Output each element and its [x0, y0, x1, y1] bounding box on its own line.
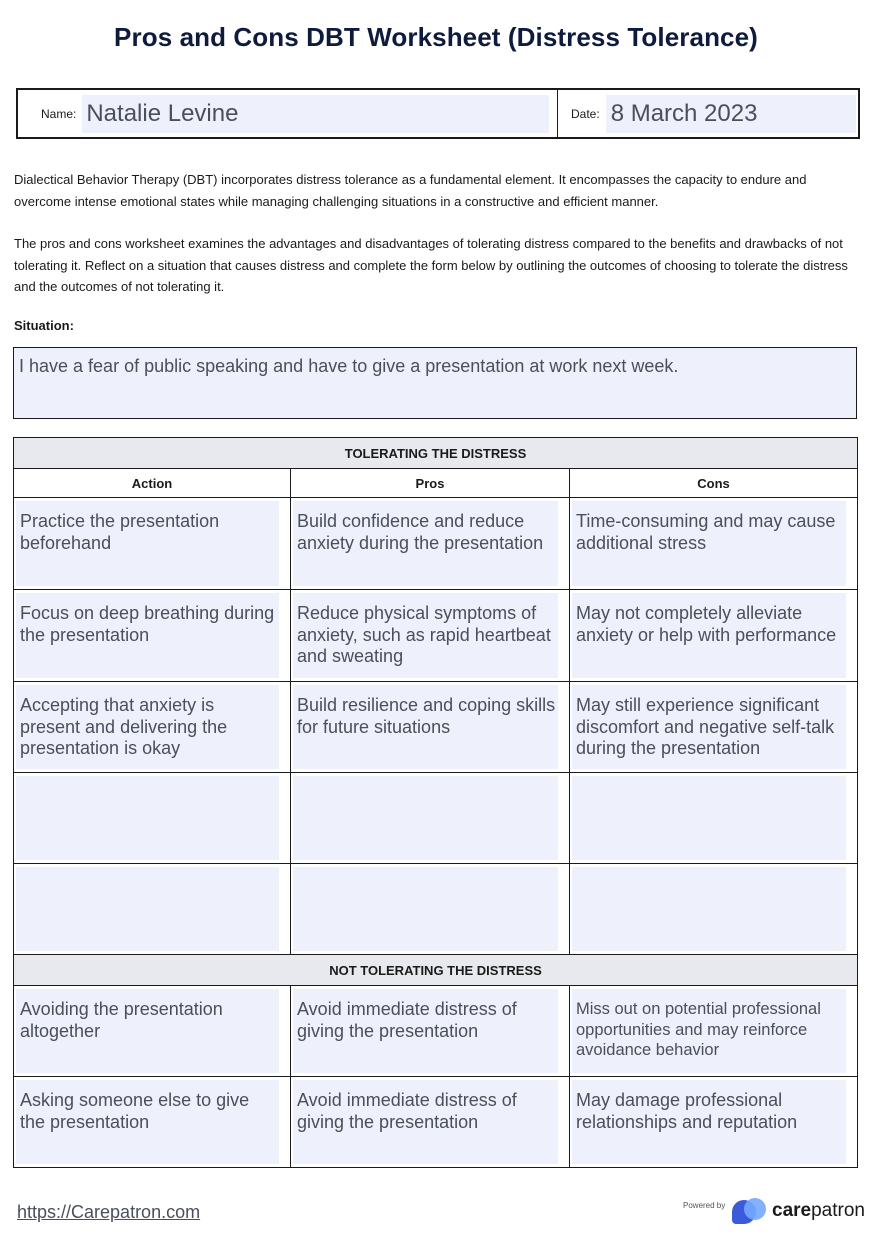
- action-field[interactable]: [16, 867, 279, 951]
- pros-cell: [291, 590, 570, 682]
- cons-cell: [570, 498, 858, 590]
- action-field[interactable]: Accepting that anxiety is present and delivering the presentation is okay: [16, 685, 279, 769]
- cons-field[interactable]: May not completely alleviate anxiety or help with performance: [572, 593, 846, 678]
- table-row: [14, 864, 858, 955]
- action-field[interactable]: Focus on deep breathing during the presentation: [16, 593, 279, 678]
- action-field[interactable]: Practice the presentation beforehand: [16, 501, 279, 586]
- section-header-row: [14, 955, 858, 986]
- carepatron-logo-icon: [732, 1198, 768, 1224]
- pros-field[interactable]: [293, 867, 558, 951]
- section-header-row: [14, 438, 858, 469]
- date-label: Date:: [571, 106, 600, 121]
- action-field[interactable]: Asking someone else to give the presentation: [16, 1080, 279, 1164]
- carepatron-logo: [732, 1198, 865, 1224]
- section-header-tolerating: TOLERATING THE DISTRESS: [14, 438, 858, 469]
- action-cell: [14, 590, 291, 682]
- cons-field[interactable]: May still experience significant discomfort and negative self-talk during the presentation: [572, 685, 846, 769]
- pros-field[interactable]: Reduce physical symptoms of anxiety, such as rapid heartbeat and sweating: [293, 593, 558, 678]
- action-cell: [14, 1077, 291, 1168]
- section-header-not-tolerating: NOT TOLERATING THE DISTRESS: [14, 955, 858, 986]
- action-field[interactable]: [16, 776, 279, 860]
- pros-cell: [291, 1077, 570, 1168]
- cons-cell: [570, 773, 858, 864]
- action-cell: [14, 682, 291, 773]
- page-title: Pros and Cons DBT Worksheet (Distress Tolerance): [114, 22, 758, 52]
- column-header-row: [14, 469, 858, 498]
- pros-cell: [291, 986, 570, 1077]
- powered-by-label: Powered by: [683, 1201, 726, 1210]
- brand-name-bold: care: [772, 1200, 812, 1221]
- date-field[interactable]: 8 March 2023: [606, 95, 856, 133]
- carepatron-link[interactable]: https://Carepatron.com: [17, 1202, 201, 1222]
- brand-name: [772, 1200, 865, 1222]
- name-label: Name:: [41, 106, 77, 121]
- cons-field[interactable]: [572, 867, 846, 951]
- date-field-group: [558, 90, 858, 137]
- table-row: [14, 1077, 858, 1168]
- pros-cell: [291, 773, 570, 864]
- cons-cell: [570, 986, 858, 1077]
- brand-name-rest: patron: [811, 1200, 865, 1221]
- header-box: [16, 88, 860, 139]
- cons-cell: [570, 864, 858, 955]
- pros-field[interactable]: Avoid immediate distress of giving the presentation: [293, 989, 558, 1073]
- intro-paragraph-1: Dialectical Behavior Therapy (DBT) incorporates distress tolerance as a fundamental element. It encompasses the capacity to endure and overcome intense emotional states while managing challenging situations in a constructive and efficient manner.: [14, 172, 807, 209]
- cons-field[interactable]: Time-consuming and may cause additional stress: [572, 501, 846, 586]
- action-cell: [14, 864, 291, 955]
- column-header-action: Action: [14, 469, 291, 498]
- action-cell: [14, 498, 291, 590]
- cons-field[interactable]: [572, 776, 846, 860]
- table-row: [14, 498, 858, 590]
- table-row: [14, 590, 858, 682]
- pros-field[interactable]: Build resilience and coping skills for future situations: [293, 685, 558, 769]
- action-cell: [14, 773, 291, 864]
- pros-field[interactable]: Build confidence and reduce anxiety during the presentation: [293, 501, 558, 586]
- pros-cell: [291, 498, 570, 590]
- pros-cell: [291, 682, 570, 773]
- table-row: [14, 986, 858, 1077]
- column-header-cons: Cons: [570, 469, 858, 498]
- situation-field[interactable]: I have a fear of public speaking and have to give a presentation at work next week.: [13, 347, 857, 419]
- cons-cell: [570, 1077, 858, 1168]
- pros-field[interactable]: [293, 776, 558, 860]
- action-cell: [14, 986, 291, 1077]
- name-field-group: [18, 90, 558, 137]
- column-header-pros: Pros: [291, 469, 570, 498]
- cons-field[interactable]: Miss out on potential professional opportunities and may reinforce avoidance behavior: [572, 989, 846, 1073]
- action-field[interactable]: Avoiding the presentation altogether: [16, 989, 279, 1073]
- situation-label: Situation:: [14, 318, 74, 333]
- pros-cell: [291, 864, 570, 955]
- table-row: [14, 682, 858, 773]
- cons-field[interactable]: May damage professional relationships and reputation: [572, 1080, 846, 1164]
- cons-cell: [570, 682, 858, 773]
- table-row: [14, 773, 858, 864]
- pros-field[interactable]: Avoid immediate distress of giving the presentation: [293, 1080, 558, 1164]
- pros-cons-table: [13, 437, 858, 1168]
- name-field[interactable]: Natalie Levine: [82, 95, 549, 133]
- intro-paragraph-2: The pros and cons worksheet examines the advantages and disadvantages of tolerating distress compared to the benefits and drawbacks of not tolerating it. Reflect on a situation that causes distress and complete the form below by outlining the outcomes of choosing to tolerate the distress and the outcomes of not tolerating it.: [14, 236, 848, 294]
- cons-cell: [570, 590, 858, 682]
